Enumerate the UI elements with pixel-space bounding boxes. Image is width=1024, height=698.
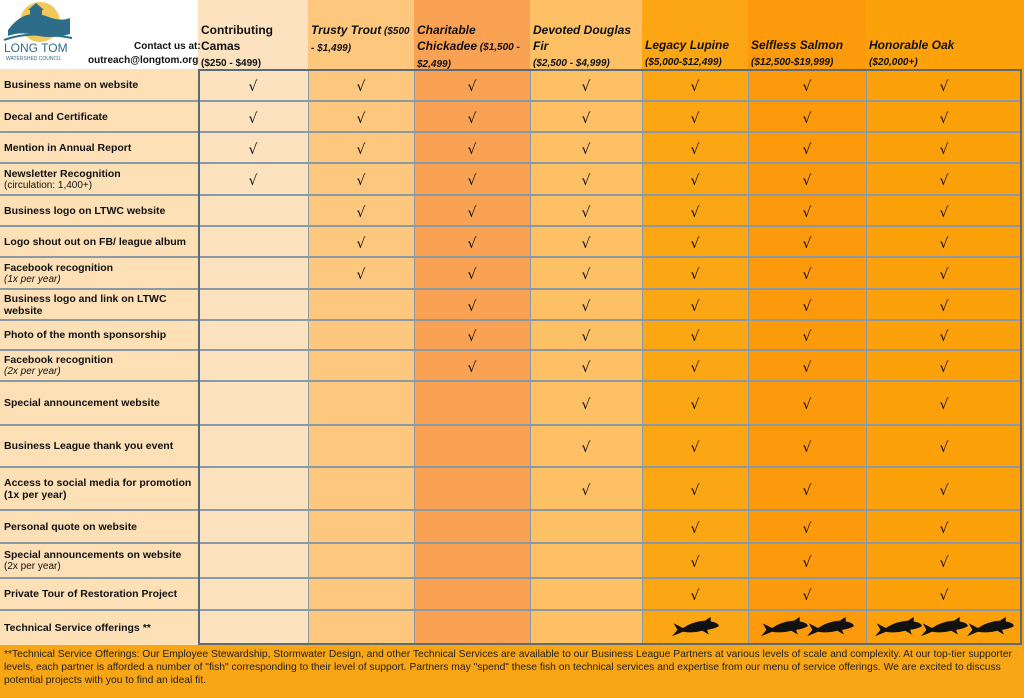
check-mark: √ — [690, 520, 700, 537]
fish-icon — [670, 616, 720, 645]
check-mark: √ — [581, 267, 591, 283]
row-divider — [0, 288, 1022, 290]
column-divider — [866, 69, 867, 645]
row-divider — [0, 424, 1022, 426]
benefit-name: Business logo and link on LTWC website — [4, 292, 167, 317]
benefit-name: Special announcement website — [4, 397, 160, 409]
row-divider — [0, 509, 1022, 511]
benefit-name: Newsletter Recognition — [4, 167, 121, 180]
benefit-label — [0, 350, 198, 381]
tier-name: Selfless Salmon — [751, 38, 844, 52]
benefit-name: Decal and Certificate — [4, 110, 108, 123]
fish-icon — [873, 616, 923, 645]
benefit-name: Business League thank you event — [4, 440, 174, 452]
check-mark: √ — [939, 588, 949, 604]
benefit-note: (1x per year) — [4, 273, 61, 285]
check-mark: √ — [802, 204, 812, 221]
check-mark: √ — [690, 298, 700, 315]
check-mark: √ — [939, 141, 949, 158]
check-mark: √ — [939, 79, 949, 95]
check-mark: √ — [581, 329, 591, 345]
row-divider — [0, 577, 1022, 579]
benefit-label — [0, 132, 198, 163]
check-mark: √ — [690, 235, 700, 252]
column-divider — [642, 69, 643, 645]
tier-range: ($12,500-$19,999) — [751, 57, 834, 68]
check-mark: √ — [690, 397, 700, 413]
check-mark: √ — [690, 173, 700, 189]
check-mark: √ — [802, 267, 812, 283]
tier-column-background — [198, 0, 308, 645]
tier-header — [201, 22, 305, 71]
long-tom-logo — [0, 0, 90, 64]
benefit-label — [0, 610, 198, 645]
tier-header — [869, 37, 1019, 70]
tier-column-background — [642, 0, 748, 645]
check-mark: √ — [581, 79, 591, 95]
tier-range: ($2,500 - $4,999) — [533, 58, 610, 69]
benefit-note: (2x per year) — [4, 366, 61, 377]
check-mark: √ — [802, 520, 812, 537]
check-mark: √ — [690, 141, 700, 158]
check-mark: √ — [356, 79, 366, 95]
check-mark: √ — [690, 482, 700, 499]
check-mark: √ — [690, 110, 700, 127]
check-mark: √ — [802, 110, 812, 127]
tier-range: ($20,000+) — [869, 57, 918, 68]
row-divider — [0, 609, 1022, 611]
benefit-name: Facebook recognition — [4, 261, 114, 274]
benefit-name: Technical Service offerings ** — [4, 621, 151, 634]
row-divider — [0, 380, 1022, 382]
benefit-label — [0, 467, 198, 510]
check-mark: √ — [467, 235, 477, 252]
benefit-name: Business logo on LTWC website — [4, 204, 166, 217]
benefit-label — [0, 381, 198, 425]
check-mark: √ — [467, 359, 477, 376]
column-divider — [748, 69, 749, 645]
tier-column-background — [748, 0, 866, 645]
benefit-name: Business name on website — [4, 79, 139, 91]
check-mark: √ — [356, 110, 366, 127]
tier-range: ($500 - $1,499) — [311, 26, 410, 54]
benefit-name: Photo of the month sponsorship — [4, 329, 167, 341]
check-mark: √ — [356, 204, 366, 221]
check-mark: √ — [248, 173, 258, 189]
tier-header — [533, 22, 639, 71]
fish-icon — [919, 616, 969, 645]
row-divider — [0, 100, 1022, 102]
check-mark: √ — [248, 110, 258, 127]
tier-header — [645, 37, 745, 70]
check-mark: √ — [939, 554, 949, 571]
check-mark: √ — [802, 397, 812, 413]
check-mark: √ — [939, 204, 949, 221]
benefit-name: Special announcements on website — [4, 549, 182, 561]
check-mark: √ — [581, 173, 591, 189]
tier-name: Honorable Oak — [869, 38, 955, 52]
tier-name: Devoted Douglas Fir — [533, 23, 632, 53]
check-mark: √ — [939, 520, 949, 537]
benefit-label — [0, 510, 198, 543]
check-mark: √ — [802, 329, 812, 345]
tier-name: Contributing Camas — [201, 23, 273, 53]
tier-column-background — [866, 0, 1024, 645]
benefit-label — [0, 163, 198, 195]
row-divider — [0, 319, 1022, 321]
column-divider — [530, 69, 531, 645]
benefit-label — [0, 425, 198, 467]
check-mark: √ — [467, 141, 477, 158]
benefit-label — [0, 101, 198, 132]
row-divider — [0, 194, 1022, 196]
benefit-note: (2x per year) — [4, 561, 61, 572]
benefit-name: Mention in Annual Report — [4, 141, 132, 154]
benefit-note: (circulation: 1,400+) — [4, 179, 93, 191]
contact-email[interactable]: outreach@longtom.org — [88, 55, 199, 66]
check-mark: √ — [467, 267, 477, 283]
row-divider — [0, 466, 1022, 468]
fish-icon — [805, 616, 855, 645]
check-mark: √ — [939, 440, 949, 456]
check-mark: √ — [467, 329, 477, 345]
technical-service-footnote: **Technical Service Offerings: Our Employee Stewardship, Stormwater Design, and other Technical Services are available to our Business League Partners at various levels of scale and complexity. At our top-tier supporter levels, each partner is afforded a number of "fish" corresponding to their level of support. Partners may "spend" these fish on technical services and expertise from our menu of service offerings. We are excited to discuss potential projects with you to find an ideal fit. — [0, 645, 1024, 698]
row-divider — [0, 162, 1022, 164]
row-divider — [0, 256, 1022, 258]
check-mark: √ — [802, 235, 812, 252]
check-mark: √ — [690, 329, 700, 345]
check-mark: √ — [581, 235, 591, 252]
benefit-label — [0, 543, 198, 578]
benefit-name: Logo shout out on FB/ league album — [4, 235, 186, 248]
check-mark: √ — [690, 204, 700, 221]
check-mark: √ — [802, 298, 812, 315]
benefit-label — [0, 69, 198, 101]
check-mark: √ — [356, 267, 366, 283]
check-mark: √ — [467, 298, 477, 315]
tier-header — [311, 22, 411, 56]
check-mark: √ — [802, 440, 812, 456]
check-mark: √ — [939, 482, 949, 499]
benefit-name: Private Tour of Restoration Project — [4, 588, 178, 600]
tier-column-background — [530, 0, 642, 645]
benefit-label — [0, 226, 198, 257]
tier-range: ($250 - $499) — [201, 58, 262, 69]
check-mark: √ — [939, 173, 949, 189]
check-mark: √ — [802, 173, 812, 189]
check-mark: √ — [802, 554, 812, 571]
fish-icon — [759, 616, 809, 645]
tier-header — [417, 22, 527, 72]
tier-name: Legacy Lupine — [645, 38, 730, 52]
benefit-name: Facebook recognition — [4, 354, 114, 366]
check-mark: √ — [581, 204, 591, 221]
check-mark: √ — [356, 173, 366, 189]
row-divider — [0, 349, 1022, 351]
tier-column-background — [414, 0, 530, 645]
row-divider — [0, 542, 1022, 544]
check-mark: √ — [581, 482, 591, 499]
check-mark: √ — [356, 235, 366, 252]
benefit-label — [0, 289, 198, 320]
benefit-name: Personal quote on website — [4, 520, 138, 533]
check-mark: √ — [939, 110, 949, 127]
tier-column-background — [308, 0, 414, 645]
check-mark: √ — [581, 397, 591, 413]
check-mark: √ — [356, 141, 366, 158]
check-mark: √ — [802, 79, 812, 95]
check-mark: √ — [467, 110, 477, 127]
logo-org-subtitle: WATERSHED COUNCIL — [6, 56, 62, 62]
check-mark: √ — [581, 440, 591, 456]
check-mark: √ — [939, 397, 949, 413]
check-mark: √ — [690, 79, 700, 95]
column-divider — [414, 69, 415, 645]
column-divider — [308, 69, 309, 645]
tier-name: Charitable Chickadee — [417, 23, 478, 53]
row-divider — [0, 131, 1022, 133]
fish-icon — [965, 616, 1015, 645]
check-mark: √ — [581, 110, 591, 127]
tier-range: ($1,500 - $2,499) — [417, 42, 520, 70]
benefit-label — [0, 195, 198, 226]
check-mark: √ — [581, 298, 591, 315]
check-mark: √ — [690, 359, 700, 376]
check-mark: √ — [939, 267, 949, 283]
check-mark: √ — [690, 554, 700, 571]
logo-org-name: LONG TOM — [4, 41, 68, 55]
check-mark: √ — [802, 588, 812, 604]
tier-range: ($5,000-$12,499) — [645, 57, 722, 68]
check-mark: √ — [802, 359, 812, 376]
benefit-label — [0, 578, 198, 610]
check-mark: √ — [581, 141, 591, 158]
row-divider — [0, 225, 1022, 227]
tier-header — [751, 37, 863, 70]
check-mark: √ — [467, 173, 477, 189]
check-mark: √ — [248, 79, 258, 95]
check-mark: √ — [939, 298, 949, 315]
check-mark: √ — [690, 440, 700, 456]
contact-label: Contact us at: — [134, 41, 201, 52]
check-mark: √ — [467, 79, 477, 95]
check-mark: √ — [939, 329, 949, 345]
benefit-label — [0, 320, 198, 350]
check-mark: √ — [467, 204, 477, 221]
check-mark: √ — [802, 141, 812, 158]
check-mark: √ — [581, 359, 591, 376]
check-mark: √ — [690, 267, 700, 283]
check-mark: √ — [939, 359, 949, 376]
check-mark: √ — [248, 141, 258, 158]
benefit-label — [0, 257, 198, 289]
check-mark: √ — [939, 235, 949, 252]
benefit-name: Access to social media for promotion (1x per year) — [4, 476, 192, 501]
check-mark: √ — [802, 482, 812, 499]
tier-name: Trusty Trout — [311, 23, 382, 37]
check-mark: √ — [690, 588, 700, 604]
